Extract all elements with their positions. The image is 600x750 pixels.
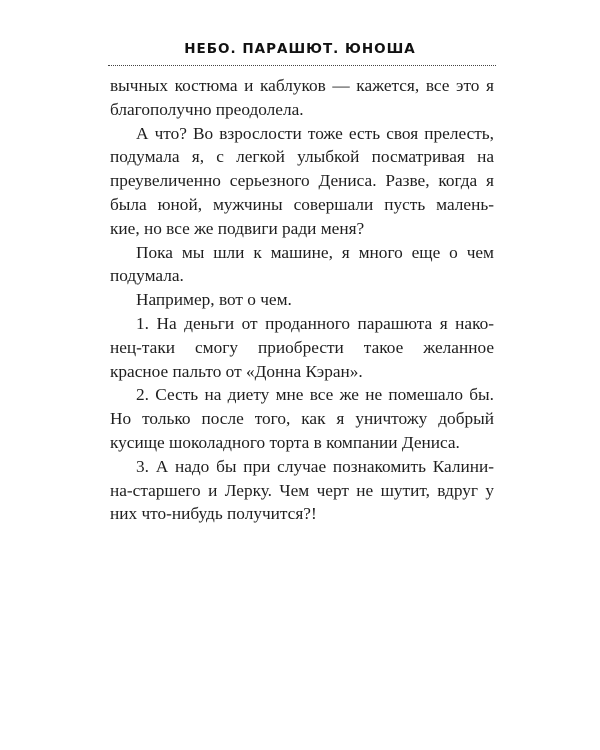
text-line: них что-нибудь получится?!: [110, 504, 317, 524]
text-line: кусище шоколадного торта в компании Дениса.: [110, 432, 460, 452]
text-line: благополучно преодолела.: [110, 99, 304, 119]
paragraph: [110, 312, 494, 383]
text-line: А что? Во взрослости тоже есть своя прелесть,: [136, 123, 494, 143]
text-line: нец-таки смогу приобрести такое желанное: [110, 337, 494, 357]
running-header-title: НЕБО. ПАРАШЮТ. ЮНОША: [184, 41, 416, 57]
text-line: Пока мы шли к машине, я много еще о чем: [136, 242, 494, 262]
paragraph: [110, 288, 494, 312]
text-line: на-старшего и Лерку. Чем черт не шутит, вдруг у: [110, 480, 494, 500]
text-line: 3. А надо бы при случае познакомить Калини-: [136, 456, 494, 476]
text-line: подумала.: [110, 266, 184, 286]
paragraph: [110, 383, 494, 454]
paragraph: [110, 122, 494, 241]
text-line: кие, но все же подвиги ради меня?: [110, 218, 365, 238]
paragraph: [110, 241, 494, 289]
text-line: была юной, мужчины совершали пусть малень-: [110, 194, 494, 214]
text-line: 1. На деньги от проданного парашюта я нако-: [136, 313, 494, 333]
text-line: преувеличенно серьезного Дениса. Разве, когда я: [110, 171, 494, 191]
text-line: вычных костюма и каблуков — кажется, все это я: [110, 76, 494, 95]
text-line: Например, вот о чем.: [136, 290, 292, 310]
body-text: [110, 74, 494, 526]
text-line: подумала я, с легкой улыбкой посматривая на: [110, 147, 494, 167]
text-line: 2. Сесть на диету мне все же не помешало бы.: [136, 385, 494, 405]
text-line: красное пальто от «Донна Кэран».: [110, 361, 363, 381]
text-line: Но только после того, как я уничтожу добрый: [110, 409, 494, 429]
paragraph: [110, 455, 494, 526]
paragraph: [110, 74, 494, 122]
header-dotted-rule: [108, 65, 496, 66]
